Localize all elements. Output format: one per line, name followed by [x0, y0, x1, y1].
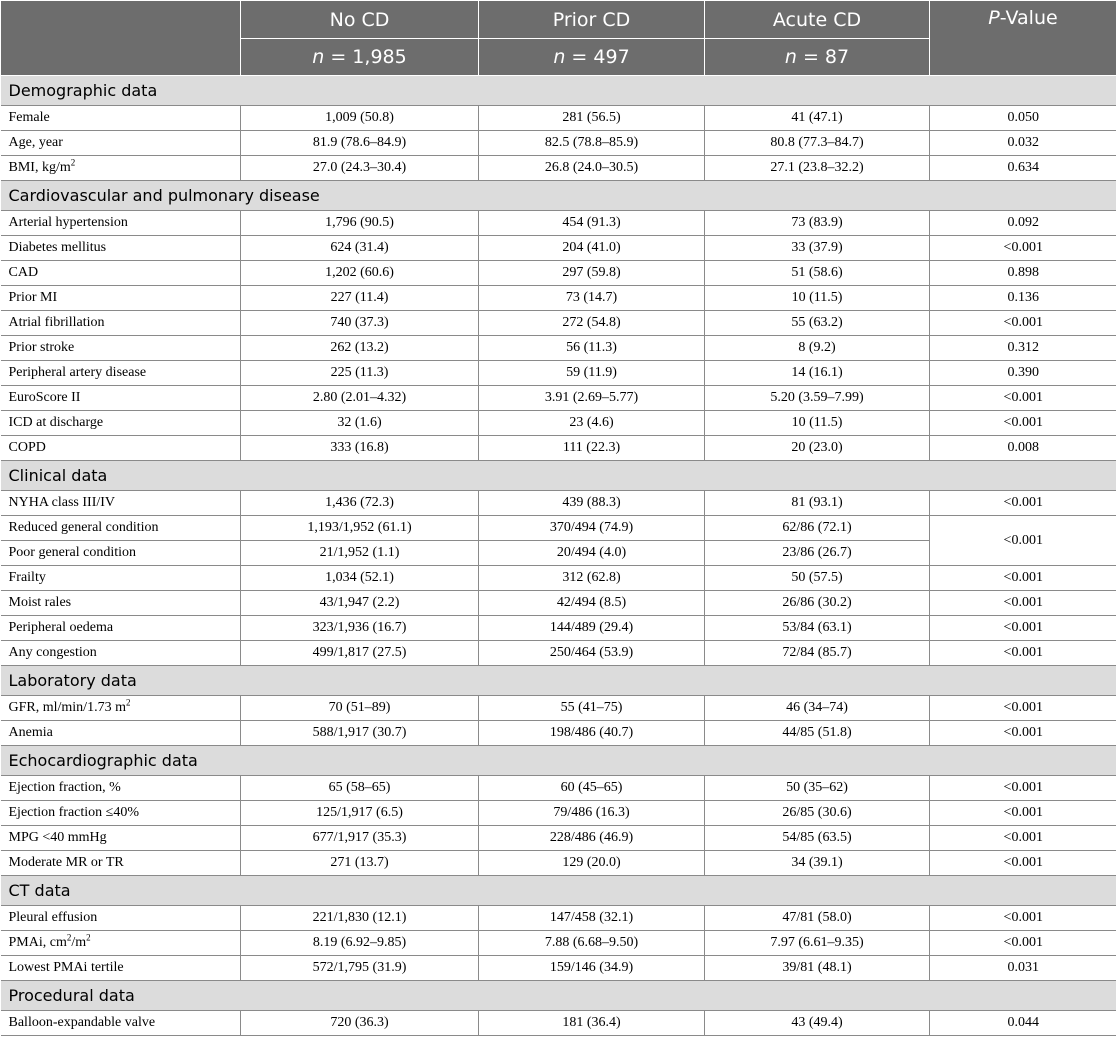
table-row [1, 386, 1116, 411]
cell-prior-cd: 312 (62.8) [479, 566, 705, 591]
row-label [1, 721, 241, 746]
cell-no-cd: 572/1,795 (31.9) [241, 956, 479, 981]
row-label [1, 956, 241, 981]
cell-no-cd: 499/1,817 (27.5) [241, 641, 479, 666]
cell-acute-cd: 50 (35–62) [705, 776, 930, 801]
section-header-row [1, 981, 1116, 1011]
table-row [1, 336, 1116, 361]
cell-acute-cd: 72/84 (85.7) [705, 641, 930, 666]
row-label [1, 386, 241, 411]
cell-acute-cd: 5.20 (3.59–7.99) [705, 386, 930, 411]
table-row [1, 361, 1116, 386]
cell-acute-cd: 26/86 (30.2) [705, 591, 930, 616]
header-n-acute-cd [705, 39, 930, 76]
n-value: = 1,985 [324, 46, 407, 68]
cell-p-value: 0.898 [930, 261, 1116, 286]
cell-p-value: <0.001 [930, 491, 1116, 516]
cell-p-value: 0.136 [930, 286, 1116, 311]
cell-no-cd: 271 (13.7) [241, 851, 479, 876]
cell-acute-cd: 7.97 (6.61–9.35) [705, 931, 930, 956]
label-superscript: 2 [86, 932, 91, 943]
cell-p-value: <0.001 [930, 721, 1116, 746]
header-prior-cd: Prior CD [479, 1, 705, 39]
section-title: Demographic data [1, 76, 1116, 106]
row-label-text: Frailty [8, 570, 46, 585]
row-label-text: Moist rales [8, 595, 72, 610]
cell-prior-cd: 73 (14.7) [479, 286, 705, 311]
row-label [1, 1011, 241, 1036]
section-title: Procedural data [1, 981, 1116, 1011]
row-label-text: Pleural effusion [8, 910, 98, 925]
cell-acute-cd: 47/81 (58.0) [705, 906, 930, 931]
table-row [1, 826, 1116, 851]
row-label-text: Peripheral oedema [8, 620, 114, 635]
cell-acute-cd: 80.8 (77.3–84.7) [705, 131, 930, 156]
cell-no-cd: 81.9 (78.6–84.9) [241, 131, 479, 156]
table-row [1, 436, 1116, 461]
cell-p-value: <0.001 [930, 906, 1116, 931]
cell-no-cd: 323/1,936 (16.7) [241, 616, 479, 641]
cell-p-value: <0.001 [930, 616, 1116, 641]
cell-prior-cd: 42/494 (8.5) [479, 591, 705, 616]
cell-no-cd: 65 (58–65) [241, 776, 479, 801]
cell-prior-cd: 111 (22.3) [479, 436, 705, 461]
cell-no-cd: 720 (36.3) [241, 1011, 479, 1036]
row-label-text: Diabetes mellitus [8, 240, 107, 255]
cell-no-cd: 677/1,917 (35.3) [241, 826, 479, 851]
row-label [1, 616, 241, 641]
cell-acute-cd: 33 (37.9) [705, 236, 930, 261]
row-label [1, 851, 241, 876]
cell-no-cd: 740 (37.3) [241, 311, 479, 336]
row-label-text: PMAi, cm [8, 935, 67, 950]
section-header-row [1, 76, 1116, 106]
table-row [1, 721, 1116, 746]
cell-p-value: 0.031 [930, 956, 1116, 981]
cell-prior-cd: 297 (59.8) [479, 261, 705, 286]
row-label [1, 236, 241, 261]
row-label [1, 641, 241, 666]
row-label [1, 361, 241, 386]
n-value: = 87 [796, 46, 850, 68]
cell-no-cd: 221/1,830 (12.1) [241, 906, 479, 931]
row-label-text: Moderate MR or TR [8, 855, 124, 870]
row-label-text: MPG <40 mmHg [8, 830, 107, 845]
cell-no-cd: 624 (31.4) [241, 236, 479, 261]
cell-acute-cd: 20 (23.0) [705, 436, 930, 461]
label-superscript: 2 [125, 697, 131, 708]
cell-no-cd: 225 (11.3) [241, 361, 479, 386]
row-label-text: BMI, kg/m [8, 160, 71, 175]
row-label [1, 776, 241, 801]
cell-prior-cd: 147/458 (32.1) [479, 906, 705, 931]
cell-p-value: <0.001 [930, 851, 1116, 876]
cell-p-value: <0.001 [930, 411, 1116, 436]
table-row [1, 131, 1116, 156]
row-label-text: Any congestion [8, 645, 97, 660]
cell-p-value: <0.001 [930, 236, 1116, 261]
cell-p-value: <0.001 [930, 641, 1116, 666]
table-row [1, 211, 1116, 236]
cell-no-cd: 32 (1.6) [241, 411, 479, 436]
cell-prior-cd: 23 (4.6) [479, 411, 705, 436]
row-label-text: COPD [8, 440, 46, 455]
row-label [1, 286, 241, 311]
cell-prior-cd: 144/489 (29.4) [479, 616, 705, 641]
section-header-row [1, 876, 1116, 906]
cell-p-value: <0.001 [930, 776, 1116, 801]
cell-no-cd: 1,436 (72.3) [241, 491, 479, 516]
table-row [1, 491, 1116, 516]
table-row [1, 236, 1116, 261]
section-header-row [1, 666, 1116, 696]
cell-prior-cd: 281 (56.5) [479, 106, 705, 131]
cell-acute-cd: 46 (34–74) [705, 696, 930, 721]
cell-no-cd: 125/1,917 (6.5) [241, 801, 479, 826]
cell-acute-cd: 14 (16.1) [705, 361, 930, 386]
table-header [1, 1, 1116, 76]
cell-acute-cd: 44/85 (51.8) [705, 721, 930, 746]
row-label-text: Female [8, 110, 50, 125]
cell-prior-cd: 198/486 (40.7) [479, 721, 705, 746]
table-row [1, 286, 1116, 311]
cell-prior-cd: 56 (11.3) [479, 336, 705, 361]
cell-acute-cd: 54/85 (63.5) [705, 826, 930, 851]
cell-no-cd: 1,202 (60.6) [241, 261, 479, 286]
header-p-value [930, 1, 1116, 76]
table-row [1, 776, 1116, 801]
table-row [1, 106, 1116, 131]
row-label-text: Balloon-expandable valve [8, 1015, 156, 1030]
row-label-text: EuroScore II [8, 390, 81, 405]
label-superscript: 2 [70, 157, 76, 168]
row-label-text: Anemia [8, 725, 53, 740]
cell-acute-cd: 8 (9.2) [705, 336, 930, 361]
table-row [1, 956, 1116, 981]
row-label [1, 801, 241, 826]
section-title: CT data [1, 876, 1116, 906]
cell-prior-cd: 272 (54.8) [479, 311, 705, 336]
table-row [1, 801, 1116, 826]
cell-prior-cd: 7.88 (6.68–9.50) [479, 931, 705, 956]
cell-acute-cd: 27.1 (23.8–32.2) [705, 156, 930, 181]
row-label [1, 696, 241, 721]
row-label [1, 311, 241, 336]
section-header-row [1, 461, 1116, 491]
cell-acute-cd: 10 (11.5) [705, 411, 930, 436]
cell-p-value: <0.001 [930, 516, 1116, 566]
cell-p-value: 0.390 [930, 361, 1116, 386]
cell-no-cd: 8.19 (6.92–9.85) [241, 931, 479, 956]
header-p-italic: P [988, 7, 1000, 29]
row-label-text: Peripheral artery disease [8, 365, 147, 380]
cell-prior-cd: 250/464 (53.9) [479, 641, 705, 666]
table-row [1, 851, 1116, 876]
n-label: n [312, 46, 325, 68]
cell-acute-cd: 55 (63.2) [705, 311, 930, 336]
cell-prior-cd: 439 (88.3) [479, 491, 705, 516]
cell-prior-cd: 55 (41–75) [479, 696, 705, 721]
cell-p-value: 0.050 [930, 106, 1116, 131]
cell-no-cd: 1,034 (52.1) [241, 566, 479, 591]
table-row [1, 931, 1116, 956]
table-row [1, 516, 1116, 541]
row-label-text: Prior stroke [8, 340, 75, 355]
cell-acute-cd: 53/84 (63.1) [705, 616, 930, 641]
cell-no-cd: 27.0 (24.3–30.4) [241, 156, 479, 181]
cell-acute-cd: 41 (47.1) [705, 106, 930, 131]
cell-acute-cd: 26/85 (30.6) [705, 801, 930, 826]
cell-p-value: 0.092 [930, 211, 1116, 236]
table-row [1, 156, 1116, 181]
cell-prior-cd: 159/146 (34.9) [479, 956, 705, 981]
header-no-cd: No CD [241, 1, 479, 39]
row-label [1, 906, 241, 931]
section-title: Laboratory data [1, 666, 1116, 696]
cell-no-cd: 1,009 (50.8) [241, 106, 479, 131]
cell-acute-cd: 34 (39.1) [705, 851, 930, 876]
section-header-row [1, 181, 1116, 211]
cell-no-cd: 333 (16.8) [241, 436, 479, 461]
cell-prior-cd: 204 (41.0) [479, 236, 705, 261]
row-label [1, 491, 241, 516]
row-label-text: Ejection fraction, % [8, 780, 121, 795]
cell-p-value: <0.001 [930, 566, 1116, 591]
table-row [1, 591, 1116, 616]
row-label-text: Poor general condition [8, 545, 137, 560]
table-row [1, 641, 1116, 666]
row-label-text: NYHA class III/IV [8, 495, 116, 510]
row-label-text: Age, year [8, 135, 63, 150]
table-row [1, 311, 1116, 336]
cell-p-value: <0.001 [930, 826, 1116, 851]
table-row [1, 696, 1116, 721]
row-label [1, 211, 241, 236]
table-row [1, 616, 1116, 641]
cell-prior-cd: 129 (20.0) [479, 851, 705, 876]
table-row [1, 1011, 1116, 1036]
cell-prior-cd: 59 (11.9) [479, 361, 705, 386]
section-title: Clinical data [1, 461, 1116, 491]
cell-p-value: 0.634 [930, 156, 1116, 181]
cell-no-cd: 588/1,917 (30.7) [241, 721, 479, 746]
cell-prior-cd: 82.5 (78.8–85.9) [479, 131, 705, 156]
table-row [1, 261, 1116, 286]
row-label-text: Arterial hypertension [8, 215, 128, 230]
row-label [1, 411, 241, 436]
cell-p-value: <0.001 [930, 696, 1116, 721]
n-label: n [784, 46, 797, 68]
cell-prior-cd: 60 (45–65) [479, 776, 705, 801]
row-label-text: Reduced general condition [8, 520, 159, 535]
header-n-prior-cd [479, 39, 705, 76]
table-row [1, 411, 1116, 436]
header-p-rest: -Value [999, 7, 1058, 29]
cell-acute-cd: 51 (58.6) [705, 261, 930, 286]
row-label [1, 566, 241, 591]
row-label [1, 261, 241, 286]
cell-p-value: <0.001 [930, 801, 1116, 826]
row-label [1, 541, 241, 566]
row-label-text: Lowest PMAi tertile [8, 960, 124, 975]
cell-acute-cd: 81 (93.1) [705, 491, 930, 516]
section-header-row [1, 746, 1116, 776]
row-label-text: Ejection fraction ≤40% [8, 805, 140, 820]
cell-no-cd: 43/1,947 (2.2) [241, 591, 479, 616]
cell-prior-cd: 454 (91.3) [479, 211, 705, 236]
section-title: Cardiovascular and pulmonary disease [1, 181, 1116, 211]
cell-p-value: 0.312 [930, 336, 1116, 361]
cell-prior-cd: 26.8 (24.0–30.5) [479, 156, 705, 181]
cell-p-value: 0.044 [930, 1011, 1116, 1036]
cell-prior-cd: 228/486 (46.9) [479, 826, 705, 851]
row-label [1, 931, 241, 956]
cell-p-value: 0.032 [930, 131, 1116, 156]
n-label: n [553, 46, 566, 68]
cell-no-cd: 2.80 (2.01–4.32) [241, 386, 479, 411]
cell-prior-cd: 3.91 (2.69–5.77) [479, 386, 705, 411]
cell-acute-cd: 50 (57.5) [705, 566, 930, 591]
cell-no-cd: 21/1,952 (1.1) [241, 541, 479, 566]
row-label-text: Atrial fibrillation [8, 315, 105, 330]
header-n-no-cd [241, 39, 479, 76]
cell-p-value: 0.008 [930, 436, 1116, 461]
row-label [1, 156, 241, 181]
row-label [1, 591, 241, 616]
cell-acute-cd: 10 (11.5) [705, 286, 930, 311]
table-row [1, 906, 1116, 931]
cell-p-value: <0.001 [930, 311, 1116, 336]
cell-p-value: <0.001 [930, 591, 1116, 616]
cell-no-cd: 262 (13.2) [241, 336, 479, 361]
cell-prior-cd: 20/494 (4.0) [479, 541, 705, 566]
cell-acute-cd: 23/86 (26.7) [705, 541, 930, 566]
row-label-text: CAD [8, 265, 39, 280]
cell-acute-cd: 39/81 (48.1) [705, 956, 930, 981]
cell-no-cd: 70 (51–89) [241, 696, 479, 721]
cell-no-cd: 1,796 (90.5) [241, 211, 479, 236]
row-label [1, 516, 241, 541]
cell-prior-cd: 79/486 (16.3) [479, 801, 705, 826]
cell-p-value: <0.001 [930, 386, 1116, 411]
cell-acute-cd: 73 (83.9) [705, 211, 930, 236]
cell-prior-cd: 181 (36.4) [479, 1011, 705, 1036]
header-acute-cd: Acute CD [705, 1, 930, 39]
n-value: = 497 [565, 46, 630, 68]
section-title: Echocardiographic data [1, 746, 1116, 776]
row-label-text: Prior MI [8, 290, 58, 305]
cell-no-cd: 1,193/1,952 (61.1) [241, 516, 479, 541]
header-blank-cell [1, 1, 241, 76]
table-row [1, 566, 1116, 591]
cell-acute-cd: 43 (49.4) [705, 1011, 930, 1036]
row-label [1, 436, 241, 461]
row-label [1, 826, 241, 851]
row-label [1, 106, 241, 131]
cell-acute-cd: 62/86 (72.1) [705, 516, 930, 541]
table-body [1, 76, 1116, 1036]
cell-p-value: <0.001 [930, 931, 1116, 956]
row-label [1, 131, 241, 156]
label-superscript: 2 [66, 932, 72, 943]
cell-prior-cd: 370/494 (74.9) [479, 516, 705, 541]
cell-no-cd: 227 (11.4) [241, 286, 479, 311]
row-label-text: GFR, ml/min/1.73 m [8, 700, 126, 715]
row-label-text: ICD at discharge [8, 415, 104, 430]
row-label-tail: /m [71, 935, 87, 950]
row-label [1, 336, 241, 361]
